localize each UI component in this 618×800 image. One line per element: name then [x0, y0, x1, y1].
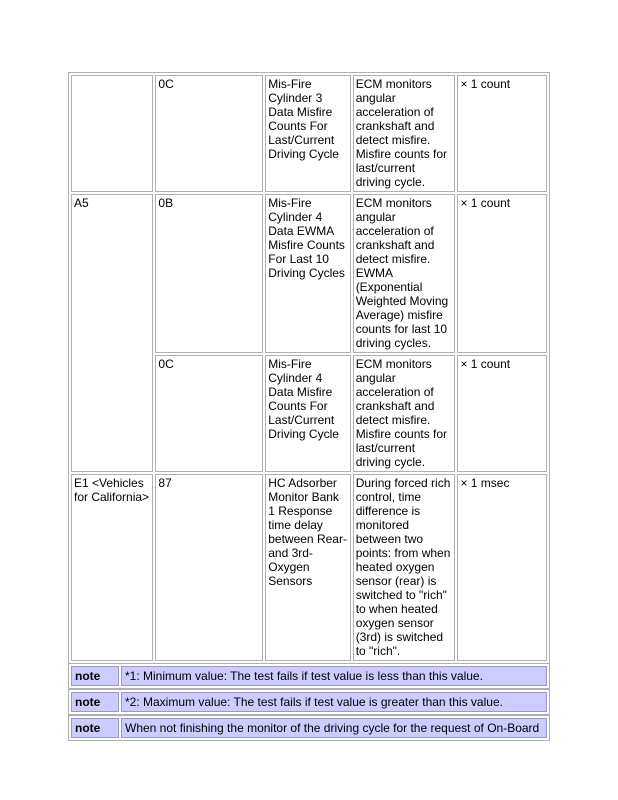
monitor-id-cell: [71, 75, 153, 192]
unit-cell: × 1 msec: [457, 474, 547, 661]
table-row: [71, 75, 547, 192]
unit-cell: × 1 count: [457, 194, 547, 353]
description-cell: Mis-Fire Cylinder 4 Data Misfire Counts For Last/Current Driving Cycle: [265, 355, 350, 472]
monitor-id-cell: E1 <Vehicles for California>: [71, 474, 153, 661]
table-row: [71, 474, 547, 661]
explanation-cell: ECM monitors angular acceleration of crankshaft and detect misfire. Misfire counts for last/current driving cycle.: [353, 75, 456, 192]
note-text: *2: Maximum value: The test fails if test value is greater than this value.: [121, 692, 547, 712]
description-cell: Mis-Fire Cylinder 3 Data Misfire Counts For Last/Current Driving Cycle: [265, 75, 350, 192]
monitor-id-cell: A5: [71, 194, 153, 472]
monitor-table: [68, 72, 550, 664]
note-text: *1: Minimum value: The test fails if test value is less than this value.: [121, 666, 547, 686]
document-page: [68, 72, 550, 741]
explanation-cell: During forced rich control, time difference is monitored between two points: from when heated oxygen sensor (rear) is switched to "rich" to when heated oxygen sensor (3rd) is switched to "rich".: [353, 474, 456, 661]
note-row: [68, 663, 550, 689]
test-id-cell: 0C: [155, 75, 263, 192]
description-cell: Mis-Fire Cylinder 4 Data EWMA Misfire Counts For Last 10 Driving Cycles: [265, 194, 350, 353]
unit-cell: × 1 count: [457, 75, 547, 192]
test-id-cell: 0C: [155, 355, 263, 472]
note-label: note: [71, 692, 119, 712]
note-row: [68, 715, 550, 741]
description-cell: HC Adsorber Monitor Bank 1 Response time delay between Rear- and 3rd-Oxygen Sensors: [265, 474, 350, 661]
note-row: [68, 689, 550, 715]
explanation-cell: ECM monitors angular acceleration of crankshaft and detect misfire. Misfire counts for last/current driving cycle.: [353, 355, 456, 472]
note-text: When not finishing the monitor of the driving cycle for the request of On-Board: [121, 718, 547, 738]
unit-cell: × 1 count: [457, 355, 547, 472]
note-label: note: [71, 718, 119, 738]
test-id-cell: 0B: [155, 194, 263, 353]
note-label: note: [71, 666, 119, 686]
explanation-cell: ECM monitors angular acceleration of crankshaft and detect misfire. EWMA (Exponential Weighted Moving Average) misfire counts for last 10 driving cycles.: [353, 194, 456, 353]
test-id-cell: 87: [155, 474, 263, 661]
notes-section: [68, 663, 550, 741]
table-row: [71, 194, 547, 353]
